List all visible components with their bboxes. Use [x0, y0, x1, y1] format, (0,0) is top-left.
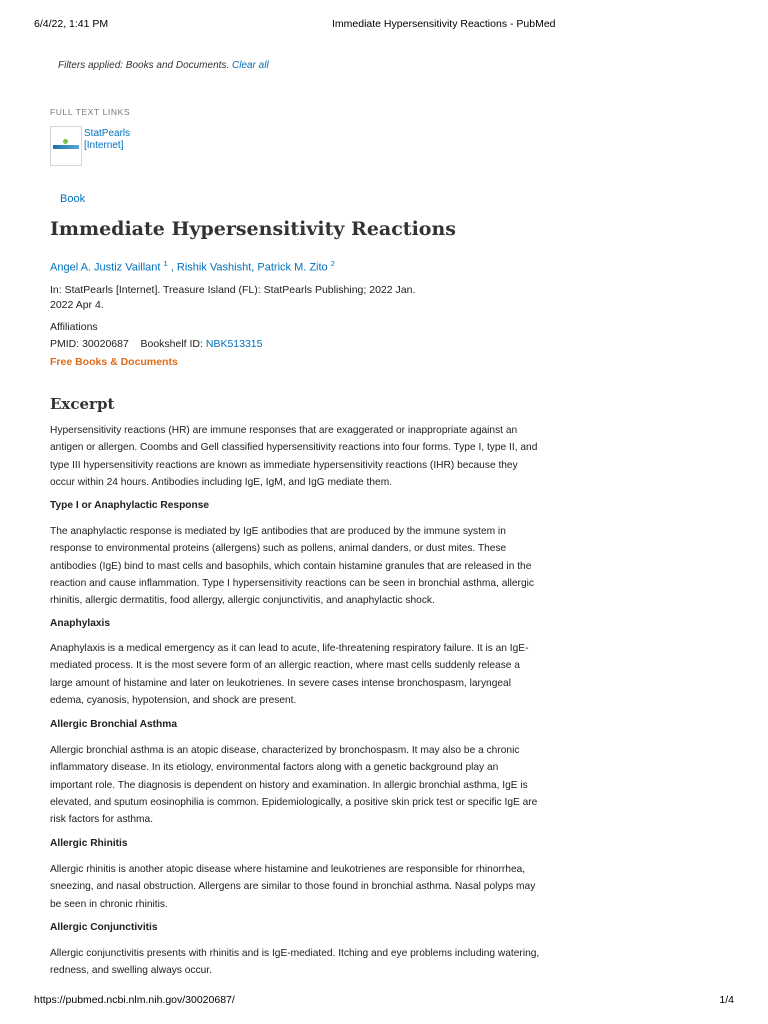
free-books-badge: Free Books & Documents — [50, 356, 178, 368]
full-text-link-line1: StatPearls — [84, 128, 131, 139]
author-affiliation-ref[interactable]: 1 — [163, 259, 168, 268]
clear-all-link[interactable]: Clear all — [231, 60, 269, 71]
statpearls-logo-bar — [53, 145, 79, 149]
filters-bar — [58, 60, 269, 71]
bookshelf-id-link[interactable]: NBK513315 — [205, 338, 263, 350]
article-title: Immediate Hypersensitivity Reactions — [50, 218, 456, 240]
print-footer — [34, 994, 734, 1008]
section-heading: Allergic Bronchial Asthma — [50, 719, 177, 730]
full-text-link-line2: [Internet] — [84, 140, 124, 151]
section-heading: Allergic Rhinitis — [50, 838, 128, 849]
filters-text: Filters applied: Books and Documents. — [58, 60, 230, 71]
affiliations-toggle[interactable]: Affiliations — [50, 321, 98, 333]
print-url: https://pubmed.ncbi.nlm.nih.gov/30020687/ — [34, 994, 235, 1006]
section-heading: Allergic Conjunctivitis — [50, 922, 158, 933]
author-affiliation-ref[interactable]: 2 — [330, 259, 335, 268]
section-text: Anaphylaxis is a medical emergency as it can lead to acute, life-threatening respiratory failure. It is an IgE-mediated process. It is the most severe form of an allergic reaction, where mast cells suddenly release a large amount of histamine and later on leukotrienes. In severe cases intense bronchospasm, laryngeal edema, cyanosis, hypotension, and shock are present. — [50, 643, 529, 706]
pmid: PMID: 30020687 — [50, 338, 129, 350]
citation — [50, 283, 430, 313]
section-text: Allergic rhinitis is another atopic disease where histamine and leukotrienes are responsible for rhinorrhea, sneezing, and nasal obstruction. Allergens are similar to those found in bronchial asthma. Nasal polyps may be seen in chronic rhinitis. — [50, 864, 536, 910]
bookshelf-label: Bookshelf ID: — [140, 338, 203, 350]
section-text: Allergic conjunctivitis presents with rhinitis and is IgE-mediated. Itching and eye problems including watering, redness, and swelling always occur. — [50, 948, 540, 977]
citation-line: 2022 Apr 4. — [50, 299, 104, 311]
section-heading: Anaphylaxis — [50, 618, 111, 629]
statpearls-logo[interactable] — [50, 126, 82, 166]
article-type-link[interactable]: Book — [60, 193, 86, 205]
statpearls-logo-icon — [63, 139, 68, 144]
author-link[interactable]: Rishik Vashisht — [176, 261, 252, 274]
full-text-links-label: FULL TEXT LINKS — [50, 107, 131, 117]
author-link[interactable]: Patrick M. Zito — [257, 261, 328, 274]
print-header — [34, 18, 734, 32]
section-heading: Type I or Anaphylactic Response — [50, 500, 210, 511]
print-page-count: 1/4 — [719, 994, 734, 1006]
print-datetime: 6/4/22, 1:41 PM — [34, 18, 109, 30]
citation-line: In: StatPearls [Internet]. Treasure Island (FL): StatPearls Publishing; 2022 Jan. — [50, 284, 416, 296]
print-page-title: Immediate Hypersensitivity Reactions - PubMed — [332, 18, 556, 30]
identifiers — [50, 338, 263, 350]
section-text: Allergic bronchial asthma is an atopic disease, characterized by bronchospasm. It may also be a chronic inflammatory disease. In its etiology, environmental factors along with a genetic background play an important role. The diagnosis is dependent on history and examination. In allergic bronchial asthma, IgE is elevated, and sputum eosinophilia is common. Epidemiologically, a positive skin prick test or specific IgE are risk factors for asthma. — [50, 745, 538, 826]
excerpt-heading: Excerpt — [50, 395, 115, 413]
full-text-link[interactable] — [84, 128, 130, 152]
excerpt-intro: Hypersensitivity reactions (HR) are immune responses that are exaggerated or inappropriate against an antigen or allergen. Coombs and Gell classified hypersensitivity reactions into four forms. Type I, type II, and type III hypersensitivity reactions are known as immediate hypersensitivity reactions (IHR) because they occur within 24 hours. Antibodies including IgE, IgM, and IgG mediate them. — [50, 425, 538, 488]
section-text: The anaphylactic response is mediated by IgE antibodies that are produced by the immune system in response to environmental proteins (allergens) such as pollens, animal danders, or dust mites. These antibodies (IgE) bind to mast cells and basophils, which contain histamine granules that are released in the reaction and cause inflammation. Type I hypersensitivity reactions can be seen in bronchial asthma, allergic rhinitis, allergic dermatitis, food allergy, allergic conjunctivitis, and anaphylactic shock. — [50, 526, 534, 607]
authors-list: Angel A. Justiz Vaillant $^1$ , Rishik Vashisht, Patrick M. Zito $^2$ — [50, 259, 335, 274]
author-link[interactable]: Angel A. Justiz Vaillant — [50, 261, 161, 274]
